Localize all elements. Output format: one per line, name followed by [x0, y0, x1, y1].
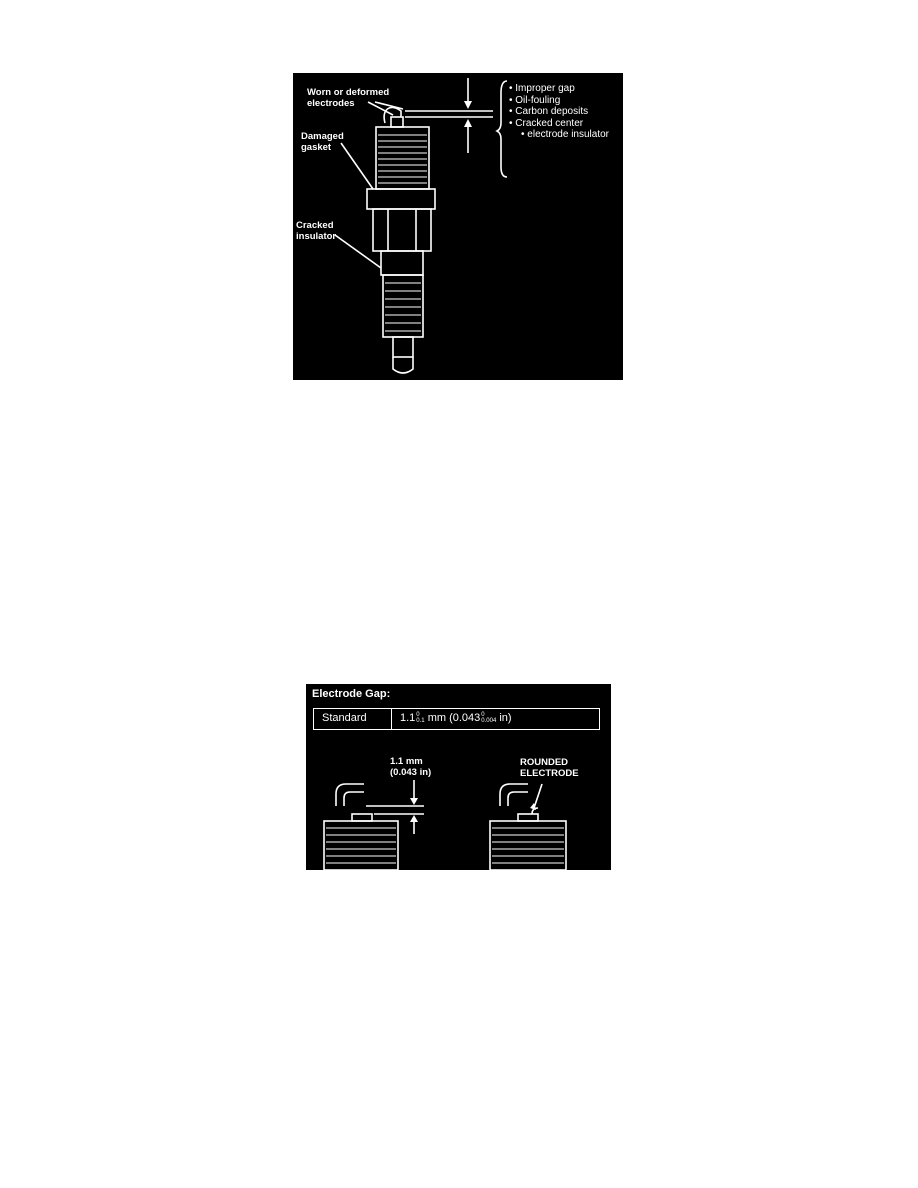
inspection-checklist: [509, 83, 609, 141]
spark-plug-inspection-figure: [293, 73, 623, 380]
checklist-item: • Cracked center: [509, 118, 609, 130]
checklist-item: • Oil-fouling: [509, 95, 609, 107]
label-cracked-insulator: Cracked insulator: [296, 220, 337, 242]
electrode-gap-title: Electrode Gap:: [312, 688, 391, 700]
label-damaged-gasket: Damaged gasket: [301, 131, 344, 153]
checklist-item-continued: • electrode insulator: [509, 129, 609, 141]
electrode-gap-figure: [306, 684, 611, 870]
rounded-electrode-label: ROUNDED ELECTRODE: [520, 757, 579, 779]
spec-name: Standard: [314, 709, 392, 729]
checklist-item: • Improper gap: [509, 83, 609, 95]
label-worn-electrodes: Worn or deformed electrodes: [307, 87, 390, 109]
spec-value: 1.1 0 0.1 mm (0.043 0 0.004 in): [400, 712, 512, 725]
gap-measurement-label: 1.1 mm (0.043 in): [390, 756, 432, 778]
checklist-item: • Carbon deposits: [509, 106, 609, 118]
